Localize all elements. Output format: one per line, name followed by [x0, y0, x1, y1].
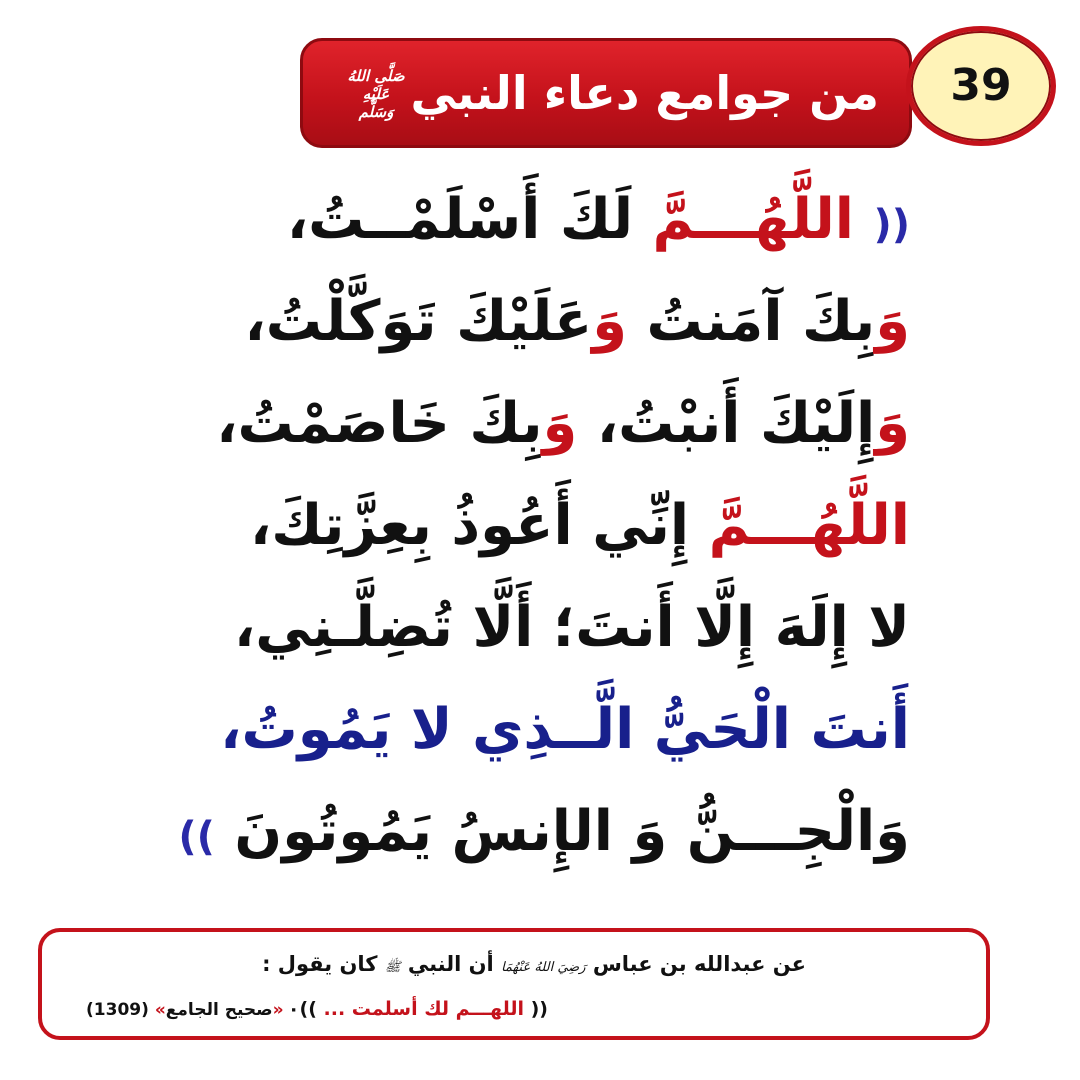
title-banner	[300, 38, 912, 148]
quote-open: ((	[530, 998, 548, 1020]
supplication-line-1	[190, 172, 910, 268]
supplication-line-3	[190, 376, 910, 472]
honorific-bottom: عَلَيْهِ وَسَلَّم	[358, 85, 394, 121]
supplication-line-5	[190, 580, 910, 676]
line-2-part-1: بِكَ آمَنتُ	[627, 289, 876, 354]
quote-text: اللهـــم لك أسلمت ...	[323, 998, 524, 1020]
ref-open: «	[272, 1000, 284, 1020]
number-badge	[906, 26, 1056, 146]
line-2-part-2: عَلَيْكَ تَوَكَّلْتُ،	[244, 289, 593, 354]
close-quote: ))	[178, 814, 215, 860]
supplication-line-7	[178, 784, 910, 880]
ref-close: »	[154, 1000, 166, 1020]
conjunction-wa: وَ	[875, 289, 910, 354]
prophet-honorific: ﷺ	[384, 960, 401, 975]
line-3-part-2: بِكَ خَاصَمْتُ،	[216, 391, 543, 456]
source-box	[38, 928, 990, 1040]
line-4-rest: إِنِّي أَعُوذُ بِعِزَّتِكَ،	[250, 493, 709, 558]
conjunction-wa: وَ	[875, 391, 910, 456]
narrator-part-1: عن عبدالله بن عباس	[592, 952, 806, 976]
line-7-text: وَالْجِـــنُّ وَ الإِنسُ يَمُوتُونَ	[214, 799, 910, 864]
supplication-line-2	[190, 274, 910, 370]
supplication-text	[178, 172, 910, 892]
line-5-text: لا إِلَهَ إِلَّا أَنتَ؛ أَلَّا تُضِلَّـنِي،	[233, 595, 910, 660]
hadith-reference	[86, 1000, 284, 1020]
page-title: من جوامع دعاء النبي	[410, 66, 879, 120]
supplication-line-4	[190, 478, 910, 574]
narrator-part-2: أن النبي	[407, 952, 494, 976]
allahumma-word: اللَّهُـــمَّ	[652, 187, 854, 252]
ref-book: صحيح الجامع	[165, 1000, 273, 1020]
narrator-part-3: كان يقول :	[262, 952, 378, 976]
narration-line	[262, 952, 806, 978]
line-1-rest: لَكَ أَسْلَمْــتُ،	[286, 187, 634, 252]
hadith-quote	[288, 998, 548, 1020]
ref-number: (1309)	[86, 1000, 149, 1020]
conjunction-wa-2: وَ	[542, 391, 578, 456]
number-badge-value: 39	[950, 60, 1012, 111]
line-6-text: أَنتَ الْحَيُّ الَّــذِي لا يَمُوتُ،	[220, 697, 910, 762]
honorific-top: صَلَّى اللهُ	[347, 67, 405, 85]
conjunction-wa-2: وَ	[592, 289, 628, 354]
supplication-line-6	[190, 682, 910, 778]
allahumma-word: اللَّهُـــمَّ	[708, 493, 910, 558]
quote-close: ))٠	[287, 998, 317, 1020]
open-quote: ((	[873, 202, 910, 248]
narrator-honorific: رَضِيَ اللهُ عَنْهُمَا	[501, 960, 586, 975]
honorific-calligraphy	[343, 67, 409, 123]
line-3-part-1: إِلَيْكَ أَنبْتُ،	[577, 391, 876, 456]
